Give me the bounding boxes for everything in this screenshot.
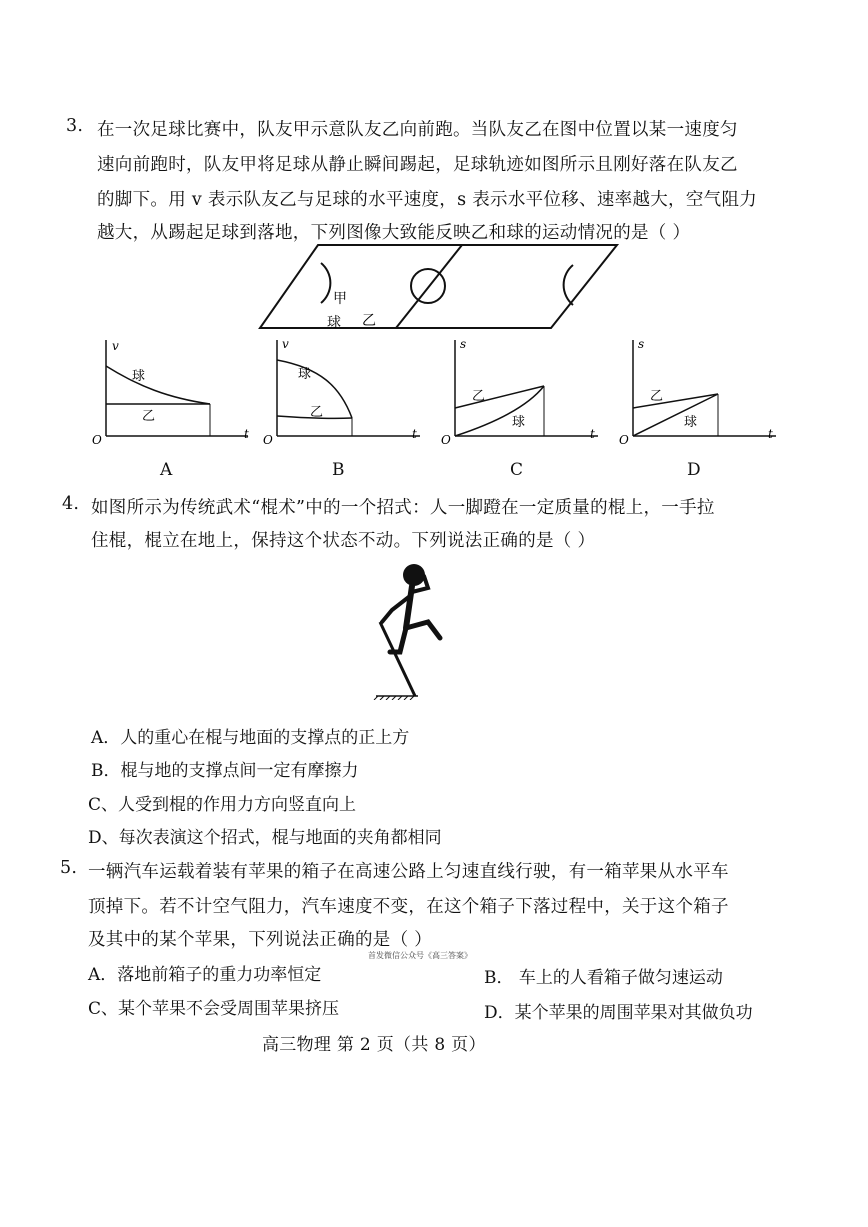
q4-option-b: B．棍与地的支撑点间一定有摩擦力: [91, 761, 359, 781]
q3-number: 3.: [66, 116, 84, 136]
graph-c-origin: O: [441, 433, 451, 447]
q3-line-4: 越大，从踢起足球到落地，下列图像大致能反映乙和球的运动情况的是（ ）: [97, 223, 691, 243]
q4-line-1: 如图所示为传统武术“棍术”中的一个招式：人一脚蹬在一定质量的棍上，一手拉: [91, 498, 715, 518]
graph-d-upper: 乙: [650, 389, 664, 404]
q5-line-3: 及其中的某个苹果，下列说法正确的是（ ）: [88, 930, 433, 950]
graph-d-letter: D: [687, 460, 701, 480]
q4-number: 4.: [62, 494, 80, 514]
graph-b-yaxis: v: [282, 337, 289, 351]
graph-a: [88, 336, 258, 451]
graph-c-lower: 球: [512, 415, 526, 430]
graph-b-origin: O: [263, 433, 273, 447]
q5-option-d: D．某个苹果的周围苹果对其做负功: [484, 1003, 753, 1023]
player-yi-label: 乙: [362, 313, 376, 329]
q5-option-c: C、某个苹果不会受周围苹果挤压: [88, 999, 340, 1019]
q5-line-1: 一辆汽车运载着装有苹果的箱子在高速公路上匀速直线行驶，有一箱苹果从水平车: [88, 862, 729, 882]
graph-b: [260, 336, 430, 451]
graph-b-xaxis: t: [412, 427, 417, 441]
q4-option-d: D、每次表演这个招式，棍与地面的夹角都相同: [88, 828, 442, 848]
graph-a-xaxis: t: [244, 427, 249, 441]
q5-option-a: A．落地前箱子的重力功率恒定: [88, 965, 322, 985]
q5-line-2: 顶掉下。若不计空气阻力，汽车速度不变，在这个箱子下落过程中，关于这个箱子: [88, 897, 729, 917]
graph-a-yaxis: v: [112, 339, 119, 353]
graph-c-yaxis: s: [460, 337, 467, 351]
graph-a-origin: O: [92, 433, 102, 447]
graph-d-lower: 球: [684, 415, 698, 430]
q3-line-1: 在一次足球比赛中，队友甲示意队友乙向前跑。当队友乙在图中位置以某一速度匀: [97, 120, 738, 140]
graph-a-lower: 乙: [142, 409, 156, 424]
graph-d-xaxis: t: [768, 427, 773, 441]
q4-option-a: A．人的重心在棍与地面的支撑点的正上方: [91, 728, 410, 748]
graph-a-letter: A: [160, 460, 173, 480]
q5-number: 5.: [60, 858, 78, 878]
graph-c-upper: 乙: [472, 389, 486, 404]
graph-c: [438, 336, 608, 451]
graph-b-lower: 乙: [310, 405, 324, 420]
ball-label: 球: [327, 315, 341, 331]
graph-d: [616, 336, 786, 451]
graph-a-upper: 球: [132, 369, 146, 384]
graph-d-origin: O: [619, 433, 629, 447]
graph-c-letter: C: [510, 460, 524, 480]
soccer-field-figure: [255, 243, 620, 331]
player-jia-label: 甲: [333, 291, 347, 307]
graph-d-yaxis: s: [638, 337, 645, 351]
martial-arts-figure: [368, 560, 468, 700]
q3-line-3: 的脚下。用 v 表示队友乙与足球的水平速度，s 表示水平位移、速率越大，空气阻力: [97, 190, 758, 210]
q5-option-b: B． 车上的人看箱子做匀速运动: [484, 968, 723, 988]
q3-line-2: 速向前跑时，队友甲将足球从静止瞬间踢起，足球轨迹如图所示且刚好落在队友乙: [97, 155, 738, 175]
graph-c-xaxis: t: [590, 427, 595, 441]
watermark-text: 首发微信公众号《高三答案》: [368, 951, 472, 960]
q4-option-c: C、人受到棍的作用力方向竖直向上: [88, 795, 357, 815]
graph-b-letter: B: [332, 460, 345, 480]
page-footer: 高三物理 第 2 页（共 8 页）: [262, 1035, 486, 1055]
graph-b-upper: 球: [298, 367, 312, 382]
q4-line-2: 住棍，棍立在地上，保持这个状态不动。下列说法正确的是（ ）: [91, 531, 596, 551]
